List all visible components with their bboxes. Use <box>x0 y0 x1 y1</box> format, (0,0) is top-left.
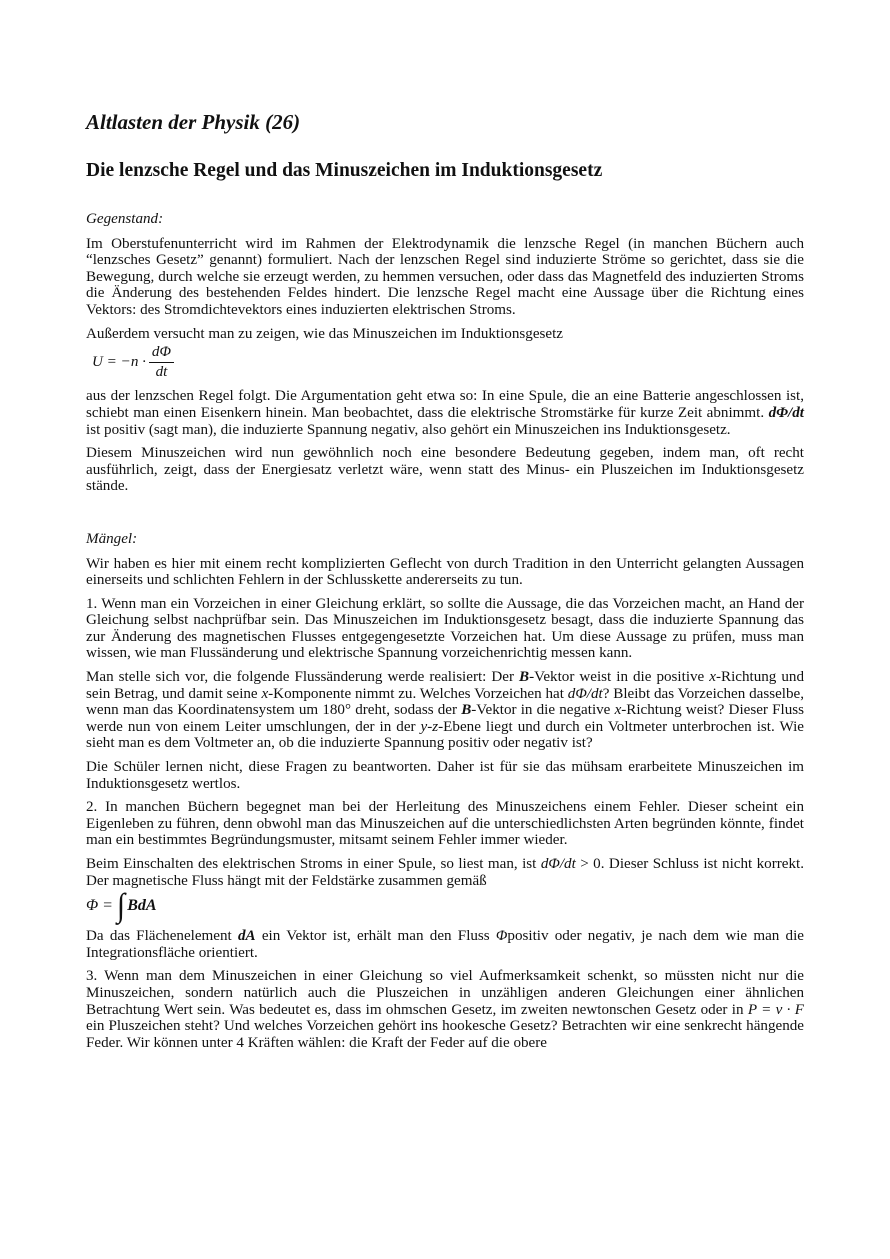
formula-numerator: dΦ <box>149 344 174 363</box>
formula-integrand: BdA <box>127 896 157 914</box>
paragraph: Man stelle sich vor, die folgende Flussänderung werde realisiert: Der B-Vektor weist in die positive x-Richtung und sein Betrag, und damit seine x-Komponente nimmt zu. Welches Vorzeichen hat dΦ/dt? Bleibt das Vorzeichen dasselbe, wenn man das Koordinatensystem um 180° dreht, sodass der B-Vektor in die negative x-Richtung weist? Dieser Fluss werde nun von einem Leiter umschlungen, der in der y-z-Ebene liegt und durch ein Voltmeter unterbrochen ist. Wie sieht man es dem Voltmeter an, ob die induzierte Spannung positiv oder negativ ist? <box>86 669 805 752</box>
paragraph: Beim Einschalten des elektrischen Stroms in einer Spule, so liest man, ist dΦ/dt > 0. Dieser Schluss ist nicht korrekt. Der magnetische Fluss hängt mit der Feldstärke zusammen gemäß <box>86 856 804 889</box>
paragraph: Wir haben es hier mit einem recht komplizierten Geflecht von durch Tradition in den Unterricht gelangten Aussagen einerseits und schlichten Fehlern in der Schlusskette andererseits zu tun. <box>86 555 804 589</box>
paragraph: 3. Wenn man dem Minuszeichen in einer Gleichung so viel Aufmerksamkeit schenkt, so müssten nicht nur die Minuszeichen, sondern natürlich auch die Pluszeichen in unzähligen anderen Gleichungen einer ähnlichen Betrachtung Wert sein. Was bedeutet es, dass im ohmschen Gesetz, im zweiten newtonschen Gesetz oder in P = v · F ein Pluszeichen steht? Und welches Vorzeichen gehört ins hookesche Gesetz? Betrachten wir eine senkrecht hängende Feder. Wir können unter 4 Kräften wählen: die Kraft der Feder auf die obere <box>86 968 804 1051</box>
section-label-maengel: Mängel: <box>86 530 138 547</box>
paragraph: 1. Wenn man ein Vorzeichen in einer Gleichung erklärt, so sollte die Aussage, die das Vorzeichen macht, an Hand der Gleichung selbst nachprüfbar sein. Das Minuszeichen im Induktionsgesetz besagt, dass die induzierte Spannung das zur Änderung des magnetischen Flusses entgegengesetzte Vorzeichen hat. Um diese Aussage zu prüfen, muss man wissen, wie man Flussänderung und elektrische Spannung vorzeichenrichtig messen kann. <box>86 595 804 662</box>
article-body <box>86 211 804 1058</box>
article-title: Die lenzsche Regel und das Minuszeichen im Induktionsgesetz <box>86 160 603 181</box>
paragraph: Im Oberstufenunterricht wird im Rahmen der Elektrodynamik die lenzsche Regel (in manchen Büchern auch “lenzsches Gesetz” genannt) formuliert. Nach der lenzschen Regel sind induzierte Ströme so gerichtet, dass sie die Bewegung, durch welche sie erzeugt werden, zu hemmen versuchen, oder dass das Magnetfeld des induzierten Stroms die Änderung des bestehenden Feldes hindert. Die lenzsche Regel macht eine Aussage über die Richtung eines Vektors: des Stromdichtevektors eines induzierten elektrischen Stroms. <box>86 235 804 318</box>
flux-integral-formula <box>86 887 804 924</box>
formula-lhs: Φ = <box>86 896 113 914</box>
paragraph: 2. In manchen Büchern begegnet man bei der Herleitung des Minuszeichens einem Fehler. Dieser scheint ein Eigenleben zu führen, denn obwohl man das Minuszeichen auf die unterschiedlichsten Arten begründen könnte, findet man ein bestimmtes Begründungsmuster, mitsamt seinem Fehler immer wieder. <box>86 799 804 849</box>
series-heading: Altlasten der Physik (26) <box>86 110 301 134</box>
induction-law-formula <box>92 344 804 380</box>
paragraph: Diesem Minuszeichen wird nun gewöhnlich noch eine besondere Bedeutung gegeben, indem man, oft recht ausführlich, zeigt, dass der Energiesatz verletzt wäre, wenn statt des Minus- ein Pluszeichen im Induktionsgesetz stände. <box>86 445 804 495</box>
paragraph: aus der lenzschen Regel folgt. Die Argumentation geht etwa so: In eine Spule, die an eine Batterie angeschlossen ist, schiebt man einen Eisenkern hinein. Man beobachtet, dass die elektrische Stromstärke für kurze Zeit abnimmt. dΦ/dt ist positiv (sagt man), die induzierte Spannung negativ, also gehört ein Minuszeichen ins Induktionsgesetz. <box>86 388 804 438</box>
paragraph: Die Schüler lernen nicht, diese Fragen zu beantworten. Daher ist für sie das mühsam erarbeitete Minuszeichen im Induktionsgesetz wertlos. <box>86 759 804 792</box>
formula-lhs: U = −n · <box>92 353 146 370</box>
integral-sign: ∫ <box>116 887 126 924</box>
paragraph: Außerdem versucht man zu zeigen, wie das Minuszeichen im Induktionsgesetz <box>86 325 563 342</box>
paragraph: Da das Flächenelement dA ein Vektor ist, erhält man den Fluss Φpositiv oder negativ, je nach dem wie man die Integrationsfläche orientiert. <box>86 928 804 961</box>
formula-denominator: dt <box>155 363 168 380</box>
formula-fraction <box>149 344 174 380</box>
section-label-gegenstand: Gegenstand: <box>86 211 164 227</box>
